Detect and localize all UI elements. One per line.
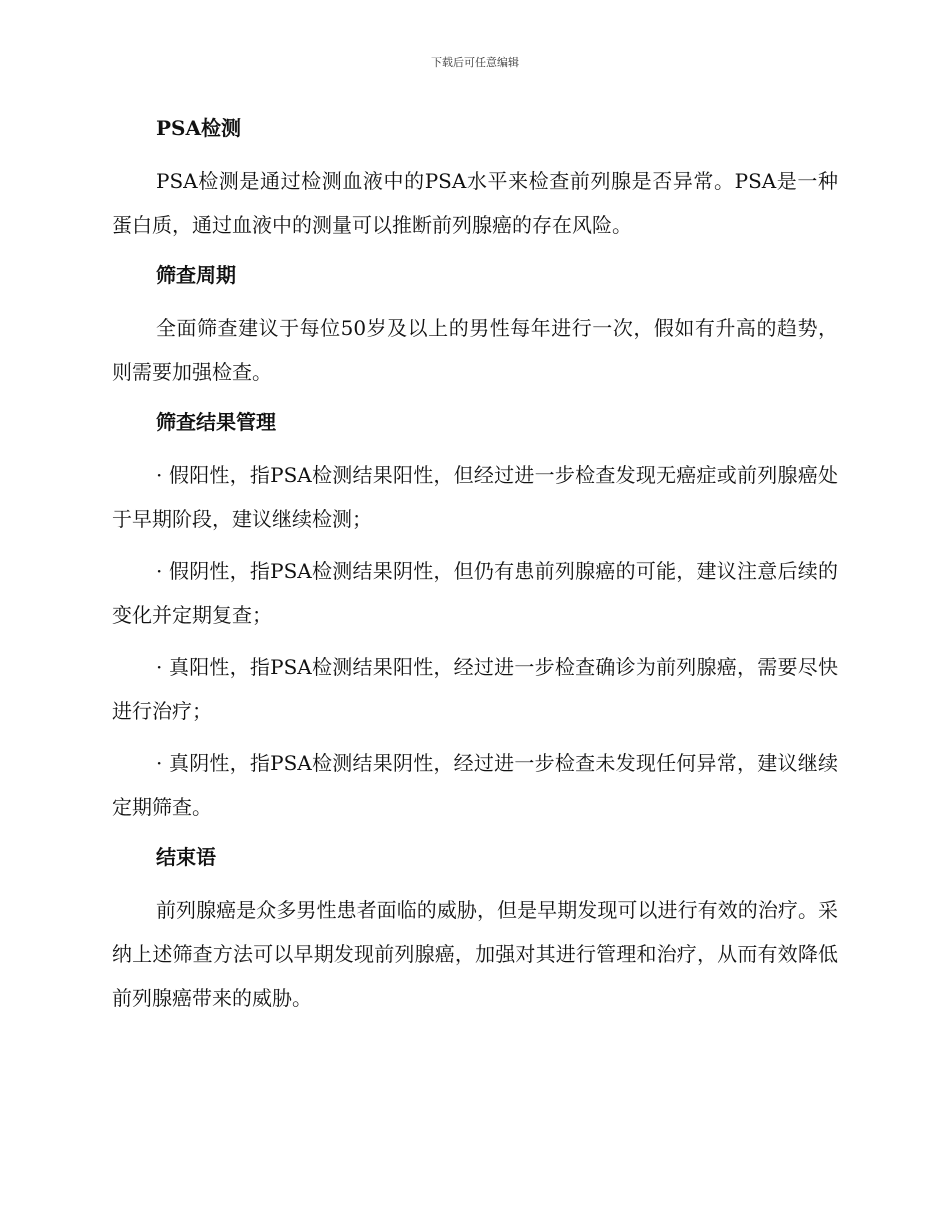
section-heading-cycle: 筛查周期	[156, 263, 236, 287]
section-heading-conclusion: 结束语	[156, 845, 216, 869]
section-body-psa: PSA检测是通过检测血液中的PSA水平来检查前列腺是否异常。PSA是一种蛋白质，通过血液中的测量可以推断前列腺癌的存在风险。	[112, 169, 838, 237]
section-body-cycle: 全面筛查建议于每位50岁及以上的男性每年进行一次，假如有升高的趋势，则需要加强检查。	[112, 316, 838, 384]
list-item-false-negative: · 假阴性，指PSA检测结果阴性，但仍有患前列腺癌的可能，建议注意后续的变化并定期复查；	[112, 559, 838, 627]
document-body	[112, 108, 838, 1028]
section-heading-psa: PSA检测	[156, 116, 241, 140]
list-item-true-positive: · 真阳性，指PSA检测结果阳性，经过进一步检查确诊为前列腺癌，需要尽快进行治疗；	[112, 655, 838, 723]
section-heading-management: 筛查结果管理	[156, 410, 276, 434]
page-header: 下载后可任意编辑	[431, 56, 519, 69]
section-body-conclusion: 前列腺癌是众多男性患者面临的威胁，但是早期发现可以进行有效的治疗。采纳上述筛查方法可以早期发现前列腺癌，加强对其进行管理和治疗，从而有效降低前列腺癌带来的威胁。	[112, 898, 838, 1010]
list-item-true-negative: · 真阴性，指PSA检测结果阴性，经过进一步检查未发现任何异常，建议继续定期筛查。	[112, 751, 838, 819]
list-item-false-positive: · 假阳性，指PSA检测结果阳性，但经过进一步检查发现无癌症或前列腺癌处于早期阶段，建议继续检测；	[112, 463, 838, 531]
